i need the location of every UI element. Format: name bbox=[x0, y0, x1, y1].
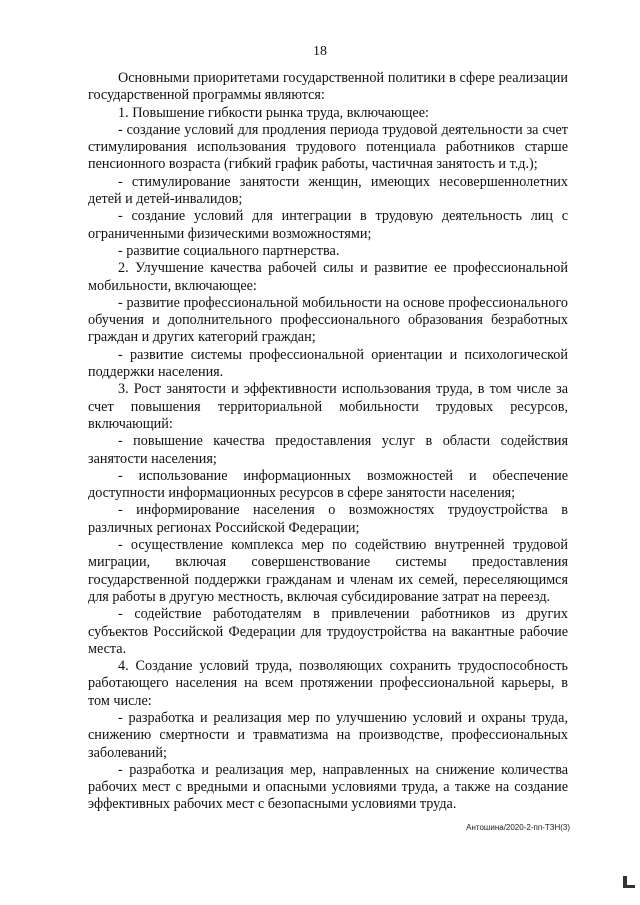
list-item: - развитие профессиональной мобильности на основе профессионального обучения и дополнительного профессионального образования безработных граждан и других категорий граждан; bbox=[88, 294, 568, 346]
list-item: - создание условий для интеграции в трудовую деятельность лиц с ограниченными физическими возможностями; bbox=[88, 208, 568, 242]
document-code: Антошина/2020-2-пп-ТЗН(3) bbox=[466, 823, 570, 832]
list-item: - содействие работодателям в привлечении работников из других субъектов Российской Федерации для трудоустройства на вакантные рабочие места. bbox=[88, 606, 568, 657]
list-item: - развитие социального партнерства. bbox=[118, 242, 340, 259]
list-item: - разработка и реализация мер, направленных на снижение количества рабочих мест с вредными и опасными условиями труда, а также на создание эффективных рабочих мест с безопасными условиями труда. bbox=[88, 761, 568, 813]
paragraph: 4. Создание условий труда, позволяющих сохранить трудоспособность работающего населения на всем протяжении профессиональной карьеры, в том числе: bbox=[88, 658, 568, 709]
page-number: 18 bbox=[313, 44, 327, 59]
list-item: - развитие системы профессиональной ориентации и психологической поддержки населения. bbox=[88, 346, 568, 381]
document-body bbox=[88, 70, 568, 814]
corner-mark bbox=[623, 876, 627, 888]
list-item: - информирование населения о возможностях трудоустройства в различных регионах Российской Федерации; bbox=[88, 502, 568, 536]
list-item: - разработка и реализация мер по улучшению условий и охраны труда, снижению смертности и травматизма на производстве, профессиональных заболеваний; bbox=[88, 709, 568, 761]
paragraph: Основными приоритетами государственной политики в сфере реализации государственной программы являются: bbox=[88, 70, 568, 104]
list-item: - осуществление комплекса мер по содействию внутренней трудовой миграции, включая совершенствование системы предоставления государственной поддержки гражданам и членам их семей, переселяющимся для работы в другую местность, включая субсидирование затрат на переезд. bbox=[88, 537, 568, 605]
list-item: - создание условий для продления периода трудовой деятельности за счет стимулирования использования трудового потенциала работников старше пенсионного возраста (гибкий график работы, частичная занятость и т.д.); bbox=[88, 121, 568, 173]
paragraph: 1. Повышение гибкости рынка труда, включающее: bbox=[118, 104, 429, 121]
list-item: - использование информационных возможностей и обеспечение доступности информационных ресурсов в сфере занятости населения; bbox=[88, 467, 568, 502]
list-item: - повышение качества предоставления услуг в области содействия занятости населения; bbox=[88, 433, 568, 467]
paragraph: 3. Рост занятости и эффективности использования труда, в том числе за счет повышения территориальной мобильности трудовых ресурсов, включающий: bbox=[88, 381, 568, 432]
paragraph: 2. Улучшение качества рабочей силы и развитие ее профессиональной мобильности, включающее: bbox=[88, 260, 568, 294]
list-item: - стимулирование занятости женщин, имеющих несовершеннолетних детей и детей-инвалидов; bbox=[88, 173, 568, 208]
